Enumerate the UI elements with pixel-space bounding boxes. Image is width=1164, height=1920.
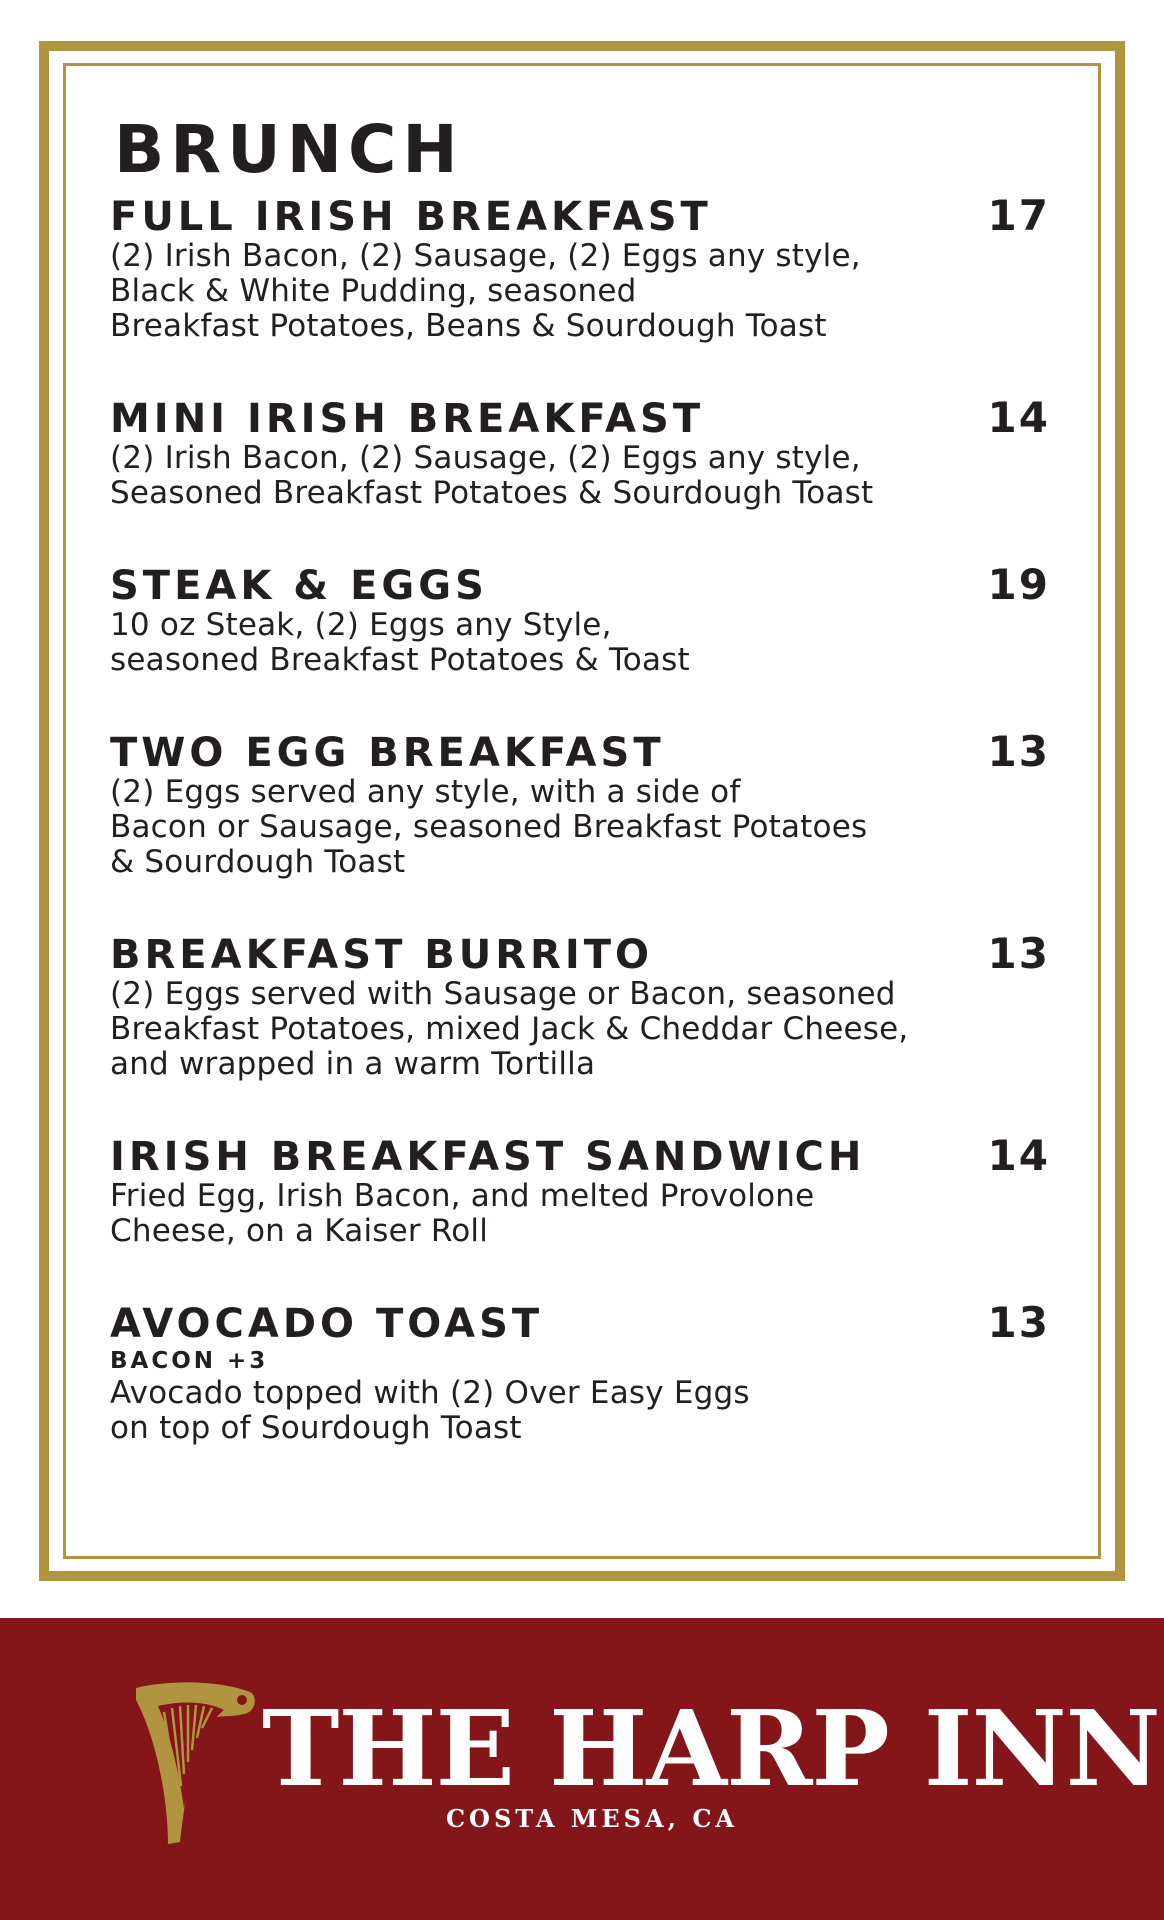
- menu-item-name: FULL IRISH BREAKFAST: [110, 194, 712, 240]
- brand-location: COSTA MESA, CA: [445, 1804, 739, 1833]
- menu-item-price: 14: [987, 393, 1050, 442]
- menu-item-header: [110, 727, 1050, 776]
- menu-item-description: (2) Irish Bacon, (2) Sausage, (2) Eggs any style, Black & White Pudding, seasoned Breakfast Potatoes, Beans & Sourdough Toast: [110, 238, 861, 344]
- menu-items: [110, 191, 1050, 1446]
- menu-item-description: (2) Eggs served any style, with a side of Bacon or Sausage, seasoned Breakfast Potatoes & Sourdough Toast: [110, 774, 868, 880]
- menu-item-header: [110, 1298, 1050, 1347]
- harp-icon: [128, 1678, 258, 1848]
- menu-item-steak-and-eggs: [110, 560, 1050, 678]
- menu-item-description: 10 oz Steak, (2) Eggs any Style, seasoned Breakfast Potatoes & Toast: [110, 607, 690, 678]
- menu-item-description: (2) Irish Bacon, (2) Sausage, (2) Eggs any style, Seasoned Breakfast Potatoes & Sourdough Toast: [110, 440, 874, 511]
- brand-name: THE HARP INN: [262, 1687, 1160, 1810]
- menu-item-header: [110, 929, 1050, 978]
- menu-item-price: 17: [987, 191, 1050, 240]
- menu-item-price: 14: [987, 1131, 1050, 1180]
- menu-item-description: (2) Eggs served with Sausage or Bacon, seasoned Breakfast Potatoes, mixed Jack & Cheddar Cheese, and wrapped in a warm Tortilla: [110, 976, 909, 1082]
- menu-item-breakfast-burrito: [110, 929, 1050, 1082]
- menu-item-name: MINI IRISH BREAKFAST: [110, 396, 705, 442]
- menu-item-mini-irish-breakfast: [110, 393, 1050, 511]
- menu-item-header: [110, 191, 1050, 240]
- menu-item-price: 13: [987, 929, 1050, 978]
- menu-item-description: Avocado topped with (2) Over Easy Eggs on top of Sourdough Toast: [110, 1375, 750, 1446]
- menu-item-name: IRISH BREAKFAST SANDWICH: [110, 1134, 866, 1180]
- menu-item-header: [110, 393, 1050, 442]
- menu-item-name: AVOCADO TOAST: [110, 1301, 544, 1347]
- menu-title: BRUNCH: [114, 111, 464, 188]
- menu-item-price: 13: [987, 1298, 1050, 1347]
- menu-content: [110, 110, 1050, 1446]
- menu-item-price: 13: [987, 727, 1050, 776]
- menu-item-name: BREAKFAST BURRITO: [110, 932, 654, 978]
- menu-item-avocado-toast: [110, 1298, 1050, 1446]
- menu-item-header: [110, 1131, 1050, 1180]
- menu-item-name: TWO EGG BREAKFAST: [110, 730, 665, 776]
- menu-item-description: Fried Egg, Irish Bacon, and melted Provolone Cheese, on a Kaiser Roll: [110, 1178, 815, 1249]
- menu-item-two-egg-breakfast: [110, 727, 1050, 880]
- menu-item-addon: BACON +3: [110, 1348, 269, 1374]
- menu-item-irish-breakfast-sandwich: [110, 1131, 1050, 1249]
- menu-item-name: STEAK & EGGS: [110, 563, 488, 609]
- menu-item-header: [110, 560, 1050, 609]
- brand-footer: [0, 1618, 1164, 1920]
- menu-item-full-irish-breakfast: [110, 191, 1050, 344]
- menu-item-price: 19: [987, 560, 1050, 609]
